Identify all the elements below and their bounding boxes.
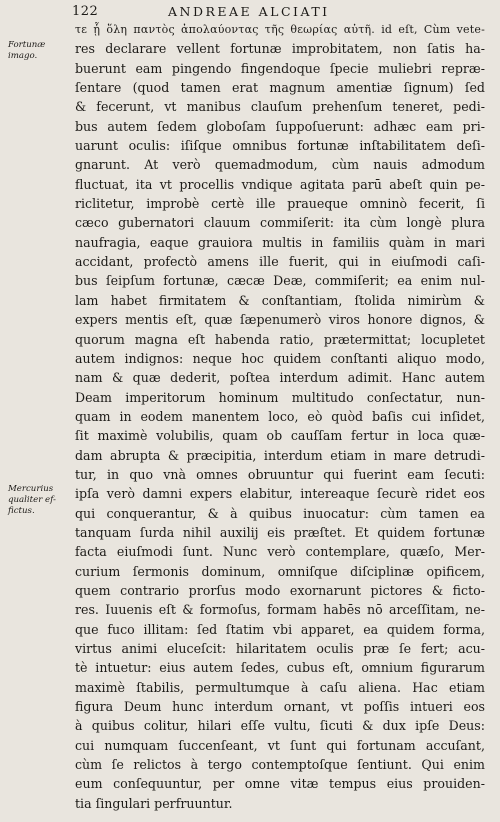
text-line: quem contrario prorſus modo exornarunt pictores & fictо- xyxy=(75,582,485,598)
text-line: autem indignos: neque hoc quidem conſtanti aliquo modo, xyxy=(75,350,485,366)
text-line: Deam imperitorum hominum multitudo conſectatur, nun- xyxy=(75,389,485,405)
text-line: res. Iuuenis eſt & formoſus, formam habēs nō arceſſitam, ne- xyxy=(75,602,485,618)
text-line: curium ſermonis dominum, omniſque diſciplinæ opificem, xyxy=(75,563,485,579)
text-line: eum conſequuntur, per omne vitæ tempus eius prouiden- xyxy=(75,776,485,792)
text-line: τε ᾗ ὅλη παντὸς ἀπολαύοντας τῆς θεωρίας αὐτῆ. id eſt, Cùm vete- xyxy=(75,23,485,36)
text-line: & fecerunt, vt manibus clauſum prehenſum teneret, pedi- xyxy=(75,99,485,115)
text-line: cui numquam ſuccenſeant, vt ſunt qui fortunam accuſant, xyxy=(75,737,485,753)
text-line: tur, in quo vnà omnes obruuntur qui fuerint eam ſecuti: xyxy=(75,466,485,482)
text-line: figura Deum hunc interdum ornant, vt poſſis intueri eos xyxy=(75,699,485,715)
text-line: cùm ſe relictos à tergo contemptoſque ſentiunt. Qui enim xyxy=(75,757,485,773)
text-line: tanquam ſurda nihil auxilij eis præſtet. Et quidem fortunæ xyxy=(75,524,485,540)
text-line: facta eiuſmodi ſunt. Nunc verò contemplare, quæſo, Mer- xyxy=(75,544,485,560)
body-text xyxy=(75,20,485,813)
text-line: à quibus colitur, hilari eſſe vultu, ſicuti & dux ipſe Deus: xyxy=(75,718,485,734)
text-line: accidant, profectò amens ille fuerit, qui in eiuſmodi caſi- xyxy=(75,254,485,270)
text-line: qui conquerantur, & à quibus inuocatur: cùm tamen ea xyxy=(75,505,485,521)
running-head: ANDREAE ALCIATI xyxy=(168,4,330,19)
text-line: nam & quæ dederit, poſtea interdum adimit. Hanc autem xyxy=(75,370,485,386)
text-line: fluctuat, ita vt procellis vndique agitata parū abeſt quin pe- xyxy=(75,176,485,192)
text-line: riclitetur, improbè certè ille praueque omninò fecerit, ſi xyxy=(75,196,485,212)
page-header xyxy=(0,4,500,20)
text-line: buerunt eam pingendo fingendoque ſpecie muliebri repræ- xyxy=(75,60,485,76)
text-line: quorum magna eſt habenda ratio, prætermittat; locupletet xyxy=(75,331,485,347)
page-number: 122 xyxy=(72,4,99,19)
margin-note-fortuna: Fortunæ imago. xyxy=(8,40,46,61)
text-line: lam habet firmitatem & conſtantiam, ſtolida nimirùm & xyxy=(75,292,485,308)
text-line: cæco gubernatori clauum commiſerit: ita cùm longè plura xyxy=(75,215,485,231)
text-line: quam in eodem manentem loco, eò quòd baſis cui inſidet, xyxy=(75,408,485,424)
text-line: ſit maximè volubilis, quam ob cauſſam fertur in loca quæ- xyxy=(75,428,485,444)
text-line: dam abrupta & præcipitia, interdum etiam in mare detrudi- xyxy=(75,447,485,463)
text-line: ipſa verò damni expers elabitur, intereaque ſecurè ridet eos xyxy=(75,486,485,502)
margin-note-mercurius: Mercurius qualiter ef- fictus. xyxy=(8,484,56,516)
text-line: tè intuetur: eius autem ſedes, cubus eſt, omnium figurarum xyxy=(75,660,485,676)
text-line: naufragia, eaque grauiora multis in familiis quàm in mari xyxy=(75,234,485,250)
text-line: expers mentis eſt, quæ ſæpenumerò viros honore dignos, & xyxy=(75,312,485,328)
text-line: ſentare (quod tamen erat magnum amentiæ ſignum) ſed xyxy=(75,80,485,96)
text-line: uarunt oculis: iſiſque omnibus fortunæ inſtabilitatem deſi- xyxy=(75,138,485,154)
text-line: bus autem ſedem globoſam ſuppoſuerunt: adhæc eam pri- xyxy=(75,118,485,134)
text-line: que fuco illitam: ſed ſtatim vbi apparet, ea quidem forma, xyxy=(75,621,485,637)
text-line: virtus animi eluceſcit: hilaritatem oculis præ ſe fert; acu- xyxy=(75,641,485,656)
text-line: gnarunt. At verò quemadmodum, cùm nauis admodum xyxy=(75,157,485,173)
text-line: maximè ſtabilis, permultumque à caſu aliena. Hac etiam xyxy=(75,679,485,695)
text-line: bus ſeipſum fortunæ, cæcæ Deæ, commiſerit; ea enim nul- xyxy=(75,273,485,289)
text-line: res declarare vellent fortunæ improbitatem, non ſatis ha- xyxy=(75,41,485,57)
text-line: tia ſingulari perfruuntur. xyxy=(75,795,233,811)
